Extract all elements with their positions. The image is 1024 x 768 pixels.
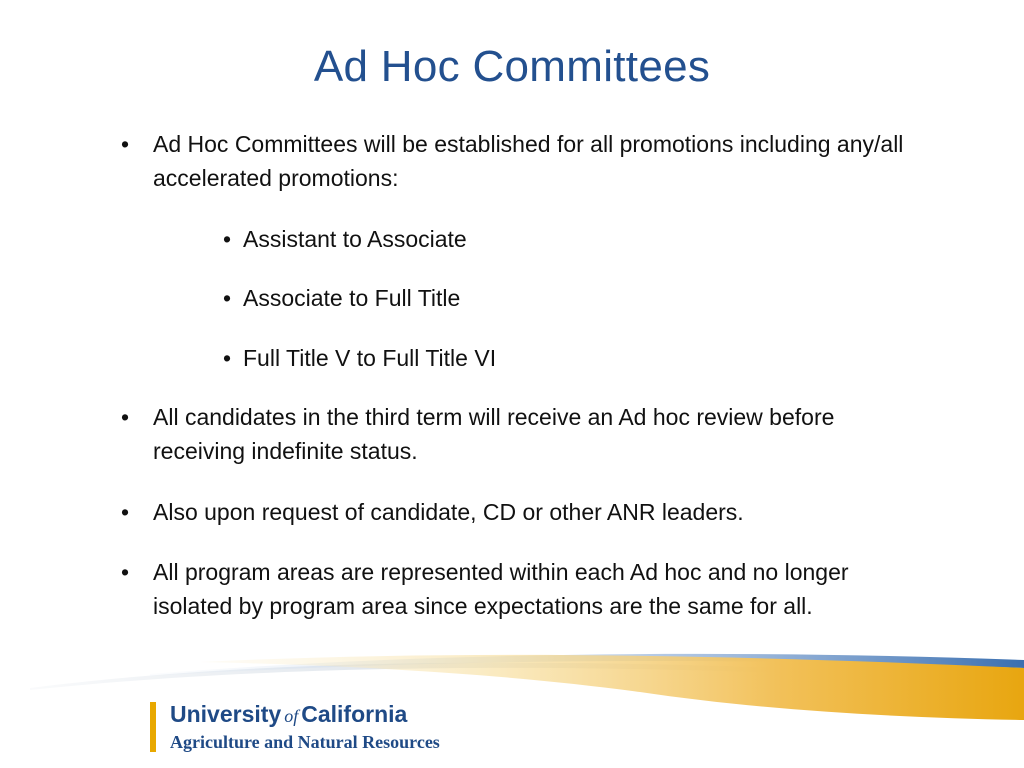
bullet-dot: •: [120, 499, 130, 525]
bullet-text: All candidates in the third term will receive an Ad hoc review before receiving indefinite status.: [153, 404, 835, 464]
bullet-text: Also upon request of candidate, CD or other ANR leaders.: [153, 499, 744, 525]
logo-gold-bar: [150, 702, 156, 752]
bullet-text: Full Title V to Full Title VI: [243, 345, 497, 371]
sub-bullet-item-3: [222, 341, 843, 375]
bullet-dot: •: [120, 131, 130, 157]
bullet-text: All program areas are represented within each Ad hoc and no longer isolated by program area since expectations are the same for all.: [153, 559, 849, 619]
sub-bullet-item-2: [222, 281, 843, 315]
bullet-dot: •: [222, 345, 232, 371]
bullet-item-1: [120, 127, 913, 195]
bullet-dot: •: [222, 285, 232, 311]
logo-word-of: of: [284, 706, 299, 726]
bullet-item-3: [120, 495, 913, 529]
bullet-item-2: [120, 400, 913, 468]
slide-title: Ad Hoc Committees: [313, 42, 711, 91]
sub-bullet-item-1: [222, 222, 843, 256]
bullet-dot: •: [120, 404, 130, 430]
bullet-text: Assistant to Associate: [243, 226, 467, 252]
logo-division-name: Agriculture and Natural Resources: [170, 732, 440, 752]
bullet-text: Associate to Full Title: [243, 285, 461, 311]
logo-word-university: University: [170, 701, 282, 727]
bullet-dot: •: [222, 226, 232, 252]
bullet-text: Ad Hoc Committees will be established for all promotions including any/all accelerated promotions:: [153, 131, 904, 191]
bullet-dot: •: [120, 559, 130, 585]
uc-anr-logo: [150, 700, 510, 756]
logo-university-name: [170, 700, 407, 730]
logo-word-california: California: [301, 701, 408, 727]
bullet-item-4: [120, 555, 913, 623]
